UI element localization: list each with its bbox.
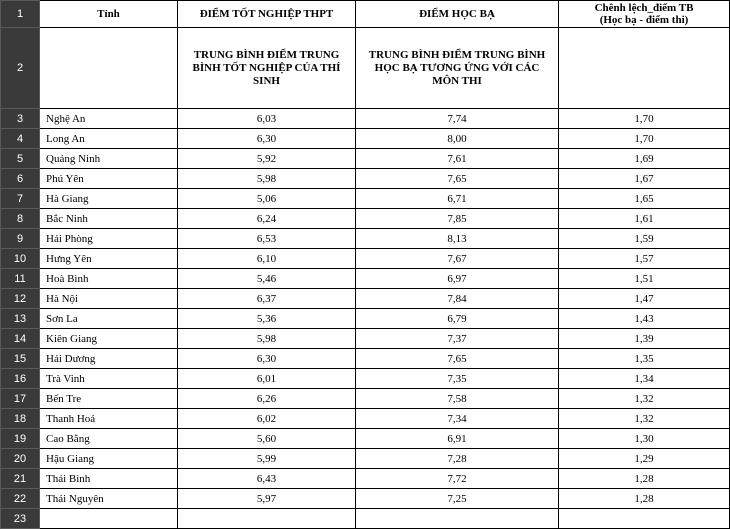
- row-number[interactable]: 17: [1, 389, 40, 409]
- row-number[interactable]: 15: [1, 349, 40, 369]
- cell-diem-tot-nghiep[interactable]: 5,46: [178, 269, 356, 289]
- column-header-diem-tot-nghiep[interactable]: ĐIỂM TỐT NGHIỆP THPT: [178, 1, 356, 28]
- cell-tinh[interactable]: Quảng Ninh: [40, 149, 178, 169]
- subheader-chenh-lech-empty[interactable]: [559, 28, 730, 109]
- cell-tinh[interactable]: Hà Nội: [40, 289, 178, 309]
- table-row: [1, 369, 730, 389]
- cell-tinh[interactable]: Long An: [40, 129, 178, 149]
- row-number[interactable]: 20: [1, 449, 40, 469]
- table-row: [1, 429, 730, 449]
- row-number[interactable]: 21: [1, 469, 40, 489]
- cell-diem-hoc-ba[interactable]: 6,79: [356, 309, 559, 329]
- cell-diem-tot-nghiep[interactable]: 6,10: [178, 249, 356, 269]
- cell-chenh-lech[interactable]: 1,34: [559, 369, 730, 389]
- table-row: [1, 169, 730, 189]
- row-number[interactable]: 2: [1, 28, 40, 109]
- cell-tinh[interactable]: Thái Bình: [40, 469, 178, 489]
- cell-chenh-lech[interactable]: 1,29: [559, 449, 730, 469]
- subheader-row: [1, 28, 730, 109]
- row-number[interactable]: 8: [1, 209, 40, 229]
- table-row: [1, 509, 730, 529]
- cell-diem-tot-nghiep[interactable]: 5,92: [178, 149, 356, 169]
- cell-chenh-lech[interactable]: 1,35: [559, 349, 730, 369]
- row-number[interactable]: 4: [1, 129, 40, 149]
- column-header-chenh-lech[interactable]: [559, 1, 730, 28]
- subheader-tot-nghiep[interactable]: TRUNG BÌNH ĐIỂM TRUNG BÌNH TỐT NGHIỆP CỦA THÍ SINH: [178, 28, 356, 109]
- cell-diem-hoc-ba[interactable]: 7,58: [356, 389, 559, 409]
- cell-diem-hoc-ba[interactable]: 8,00: [356, 129, 559, 149]
- cell-chenh-lech[interactable]: 1,70: [559, 109, 730, 129]
- table-row: [1, 249, 730, 269]
- cell-diem-hoc-ba[interactable]: 6,97: [356, 269, 559, 289]
- cell-diem-hoc-ba[interactable]: 7,85: [356, 209, 559, 229]
- cell-chenh-lech[interactable]: 1,32: [559, 389, 730, 409]
- cell-chenh-lech[interactable]: 1,32: [559, 409, 730, 429]
- cell-diem-tot-nghiep[interactable]: 5,99: [178, 449, 356, 469]
- cell-chenh-lech[interactable]: 1,43: [559, 309, 730, 329]
- cell-tinh[interactable]: Cao Bằng: [40, 429, 178, 449]
- cell-diem-tot-nghiep[interactable]: 6,43: [178, 469, 356, 489]
- table-row: [1, 149, 730, 169]
- cell-diem-tot-nghiep[interactable]: 6,37: [178, 289, 356, 309]
- cell-diem-tot-nghiep[interactable]: 6,26: [178, 389, 356, 409]
- table-row: [1, 109, 730, 129]
- cell-diem-hoc-ba[interactable]: 7,61: [356, 149, 559, 169]
- table-row: [1, 329, 730, 349]
- table-row: [1, 489, 730, 509]
- cell-diem-tot-nghiep[interactable]: 5,60: [178, 429, 356, 449]
- row-number[interactable]: 14: [1, 329, 40, 349]
- table-row: [1, 389, 730, 409]
- cell-diem-hoc-ba[interactable]: [356, 509, 559, 529]
- column-header-tinh[interactable]: Tỉnh: [40, 1, 178, 28]
- table-row: [1, 289, 730, 309]
- cell-diem-hoc-ba[interactable]: 7,84: [356, 289, 559, 309]
- cell-tinh[interactable]: Phú Yên: [40, 169, 178, 189]
- table-row: [1, 129, 730, 149]
- subheader-hoc-ba[interactable]: TRUNG BÌNH ĐIỂM TRUNG BÌNH HỌC BẠ TƯƠNG ỨNG VỚI CÁC MÔN THI: [356, 28, 559, 109]
- cell-tinh[interactable]: Bến Tre: [40, 389, 178, 409]
- row-number[interactable]: 7: [1, 189, 40, 209]
- chenh-lech-subtitle: (Học bạ - điểm thi): [599, 14, 689, 26]
- cell-tinh[interactable]: Nghệ An: [40, 109, 178, 129]
- row-number[interactable]: 11: [1, 269, 40, 289]
- cell-chenh-lech[interactable]: 1,59: [559, 229, 730, 249]
- cell-chenh-lech[interactable]: 1,57: [559, 249, 730, 269]
- cell-diem-tot-nghiep[interactable]: 6,01: [178, 369, 356, 389]
- cell-chenh-lech[interactable]: 1,28: [559, 469, 730, 489]
- cell-chenh-lech[interactable]: 1,30: [559, 429, 730, 449]
- cell-tinh[interactable]: Thái Nguyên: [40, 489, 178, 509]
- cell-chenh-lech[interactable]: 1,47: [559, 289, 730, 309]
- cell-diem-tot-nghiep[interactable]: 5,98: [178, 169, 356, 189]
- cell-diem-hoc-ba[interactable]: 7,65: [356, 349, 559, 369]
- cell-chenh-lech[interactable]: 1,65: [559, 189, 730, 209]
- cell-diem-tot-nghiep[interactable]: 6,24: [178, 209, 356, 229]
- cell-diem-tot-nghiep[interactable]: 5,36: [178, 309, 356, 329]
- row-number[interactable]: 6: [1, 169, 40, 189]
- table-row: [1, 469, 730, 489]
- row-number[interactable]: 19: [1, 429, 40, 449]
- row-number[interactable]: 5: [1, 149, 40, 169]
- cell-tinh[interactable]: Hoà Bình: [40, 269, 178, 289]
- cell-tinh[interactable]: Hải Phòng: [40, 229, 178, 249]
- cell-chenh-lech[interactable]: 1,39: [559, 329, 730, 349]
- cell-tinh[interactable]: Hải Dương: [40, 349, 178, 369]
- row-number[interactable]: 1: [1, 1, 40, 28]
- cell-diem-hoc-ba[interactable]: 7,34: [356, 409, 559, 429]
- table-row: [1, 349, 730, 369]
- cell-diem-hoc-ba[interactable]: 7,28: [356, 449, 559, 469]
- cell-diem-tot-nghiep[interactable]: 5,06: [178, 189, 356, 209]
- table-row: [1, 409, 730, 429]
- row-number[interactable]: 22: [1, 489, 40, 509]
- cell-diem-hoc-ba[interactable]: 7,72: [356, 469, 559, 489]
- cell-chenh-lech[interactable]: 1,51: [559, 269, 730, 289]
- cell-chenh-lech[interactable]: [559, 509, 730, 529]
- cell-chenh-lech[interactable]: 1,28: [559, 489, 730, 509]
- cell-diem-hoc-ba[interactable]: 6,71: [356, 189, 559, 209]
- table-row: [1, 229, 730, 249]
- cell-tinh[interactable]: [40, 509, 178, 529]
- column-header-diem-hoc-ba[interactable]: ĐIỂM HỌC BẠ: [356, 1, 559, 28]
- cell-diem-hoc-ba[interactable]: 7,65: [356, 169, 559, 189]
- cell-diem-tot-nghiep[interactable]: 6,03: [178, 109, 356, 129]
- row-number[interactable]: 3: [1, 109, 40, 129]
- chenh-lech-title: Chênh lệch_điểm TB: [594, 2, 694, 14]
- table-row: [1, 209, 730, 229]
- cell-diem-hoc-ba[interactable]: 7,74: [356, 109, 559, 129]
- cell-tinh[interactable]: Hưng Yên: [40, 249, 178, 269]
- subheader-tinh-empty[interactable]: [40, 28, 178, 109]
- table-row: [1, 189, 730, 209]
- row-number[interactable]: 10: [1, 249, 40, 269]
- cell-diem-tot-nghiep[interactable]: [178, 509, 356, 529]
- cell-diem-tot-nghiep[interactable]: 5,97: [178, 489, 356, 509]
- cell-tinh[interactable]: Bắc Ninh: [40, 209, 178, 229]
- cell-diem-tot-nghiep[interactable]: 6,53: [178, 229, 356, 249]
- cell-diem-tot-nghiep[interactable]: 6,02: [178, 409, 356, 429]
- cell-chenh-lech[interactable]: 1,70: [559, 129, 730, 149]
- table-row: [1, 449, 730, 469]
- cell-tinh[interactable]: Hậu Giang: [40, 449, 178, 469]
- cell-chenh-lech[interactable]: 1,69: [559, 149, 730, 169]
- cell-diem-hoc-ba[interactable]: 8,13: [356, 229, 559, 249]
- row-number[interactable]: 23: [1, 509, 40, 529]
- row-number[interactable]: 9: [1, 229, 40, 249]
- cell-diem-tot-nghiep[interactable]: 6,30: [178, 129, 356, 149]
- cell-diem-tot-nghiep[interactable]: 5,98: [178, 329, 356, 349]
- cell-chenh-lech[interactable]: 1,61: [559, 209, 730, 229]
- table-row: [1, 309, 730, 329]
- cell-chenh-lech[interactable]: 1,67: [559, 169, 730, 189]
- row-number[interactable]: 18: [1, 409, 40, 429]
- row-number[interactable]: 12: [1, 289, 40, 309]
- cell-diem-tot-nghiep[interactable]: 6,30: [178, 349, 356, 369]
- cell-tinh[interactable]: Sơn La: [40, 309, 178, 329]
- cell-tinh[interactable]: Kiên Giang: [40, 329, 178, 349]
- cell-diem-hoc-ba[interactable]: 7,67: [356, 249, 559, 269]
- header-row: [1, 1, 730, 28]
- cell-diem-hoc-ba[interactable]: 7,35: [356, 369, 559, 389]
- cell-diem-hoc-ba[interactable]: 6,91: [356, 429, 559, 449]
- table-row: [1, 269, 730, 289]
- row-number[interactable]: 16: [1, 369, 40, 389]
- cell-tinh[interactable]: Thanh Hoá: [40, 409, 178, 429]
- cell-tinh[interactable]: Hà Giang: [40, 189, 178, 209]
- row-number[interactable]: 13: [1, 309, 40, 329]
- cell-diem-hoc-ba[interactable]: 7,25: [356, 489, 559, 509]
- cell-diem-hoc-ba[interactable]: 7,37: [356, 329, 559, 349]
- cell-tinh[interactable]: Trà Vinh: [40, 369, 178, 389]
